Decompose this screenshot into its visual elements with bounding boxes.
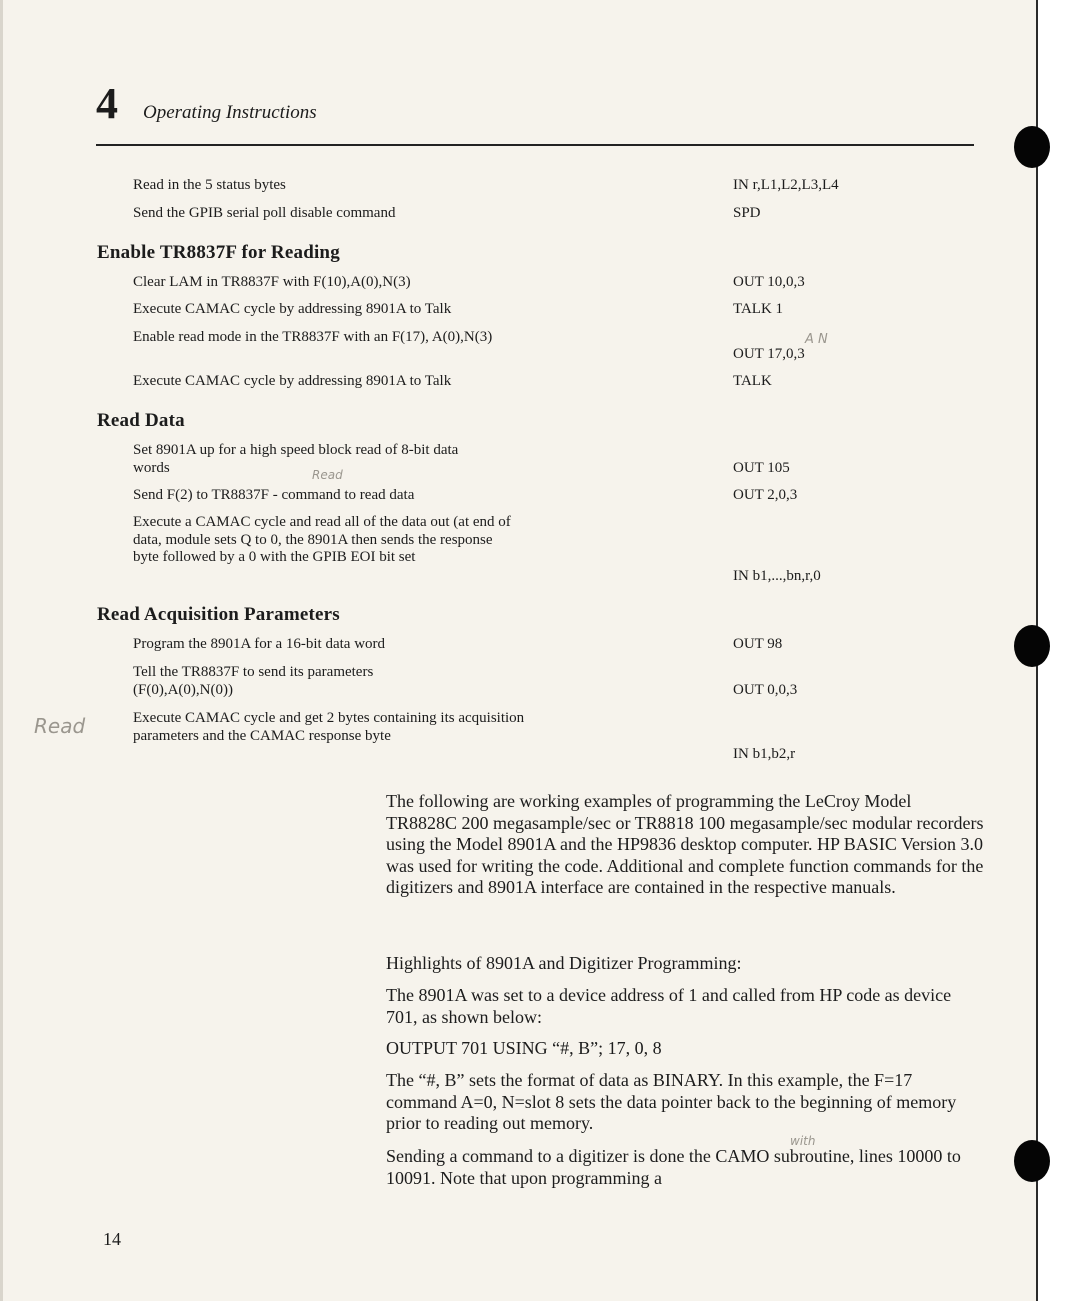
page-number: 14 (103, 1229, 121, 1249)
section-row-code: TALK 1 (733, 301, 784, 317)
section-row-code: IN b1,b2,r (733, 746, 796, 762)
section-row-desc: Set 8901A up for a high speed block read of 8-bit data words (133, 442, 459, 476)
section-row-code: OUT 0,0,3 (733, 682, 798, 698)
section-title: Enable TR8837F for Reading (97, 242, 340, 263)
intro-row-code: SPD (733, 205, 761, 221)
section-row-desc: Execute CAMAC cycle and get 2 bytes containing its acquisition parameters and the CAMAC response byte (133, 710, 525, 744)
section-title: Read Data (97, 410, 185, 431)
section-row-code: TALK (733, 373, 772, 389)
body-paragraph: The following are working examples of programming the LeCroy Model TR8828C 200 megasample/sec or TR8818 100 megasample/sec modular recorders using the Model 8901A and the HP9836 desktop computer. HP BASIC Version 3.0 was used for writing the code. Additional and complete function commands for the digitizers and 8901A interface are contained in the respective manuals. (386, 791, 984, 897)
intro-row-code: IN r,L1,L2,L3,L4 (733, 177, 839, 193)
handwritten-margin-note: Read (34, 714, 86, 738)
section-row-code: IN b1,...,bn,r,0 (733, 568, 821, 584)
section-row-desc: Tell the TR8837F to send its parameters (F(0),A(0),N(0)) (133, 664, 374, 698)
section-row-code: OUT 10,0,3 (733, 274, 805, 290)
body-paragraph: The 8901A was set to a device address of 1 and called from HP code as device 701, as shown below: (386, 985, 952, 1027)
handwritten-note-with: with (790, 1134, 816, 1148)
page-edge-left (0, 0, 3, 1301)
intro-row-desc: Send the GPIB serial poll disable command (133, 205, 396, 221)
chapter-number: 4 (96, 79, 118, 128)
section-row-desc: Execute CAMAC cycle by addressing 8901A to Talk (133, 301, 452, 317)
punch-hole-bottom (1014, 1140, 1050, 1182)
punch-hole-top (1014, 126, 1050, 168)
section-row-code: OUT 17,0,3 (733, 346, 805, 362)
section-row-desc: Enable read mode in the TR8837F with an F(17), A(0),N(3) (133, 329, 493, 345)
intro-row-desc: Read in the 5 status bytes (133, 177, 286, 193)
handwritten-note-read: Read (312, 468, 343, 482)
section-row-desc: Execute a CAMAC cycle and read all of the data out (at end of data, module sets Q to 0, the 8901A then sends the response byte followed by a 0 with the GPIB EOI bit set (133, 514, 511, 565)
section-row-code: OUT 105 (733, 460, 790, 476)
section-row-desc: Clear LAM in TR8837F with F(10),A(0),N(3) (133, 274, 411, 290)
section-row-code: OUT 2,0,3 (733, 487, 798, 503)
body-paragraph: Highlights of 8901A and Digitizer Programming: (386, 953, 742, 973)
body-paragraph: The “#, B” sets the format of data as BINARY. In this example, the F=17 command A=0, N=slot 8 sets the data pointer back to the beginning of memory prior to reading out memory. (386, 1070, 957, 1133)
body-paragraph: Sending a command to a digitizer is done the CAMO subroutine, lines 10000 to 10091. Note that upon programming a (386, 1146, 961, 1188)
section-row-desc: Send F(2) to TR8837F - command to read data (133, 487, 415, 503)
punch-hole-middle (1014, 625, 1050, 667)
section-row-desc: Execute CAMAC cycle by addressing 8901A to Talk (133, 373, 452, 389)
section-row-desc: Program the 8901A for a 16-bit data word (133, 636, 386, 652)
header-rule (96, 144, 974, 146)
handwritten-note-an: A N (805, 332, 828, 347)
section-row-code: OUT 98 (733, 636, 783, 652)
section-title: Read Acquisition Parameters (97, 604, 340, 625)
chapter-title: Operating Instructions (143, 102, 317, 123)
code-example: OUTPUT 701 USING “#, B”; 17, 0, 8 (386, 1038, 662, 1058)
